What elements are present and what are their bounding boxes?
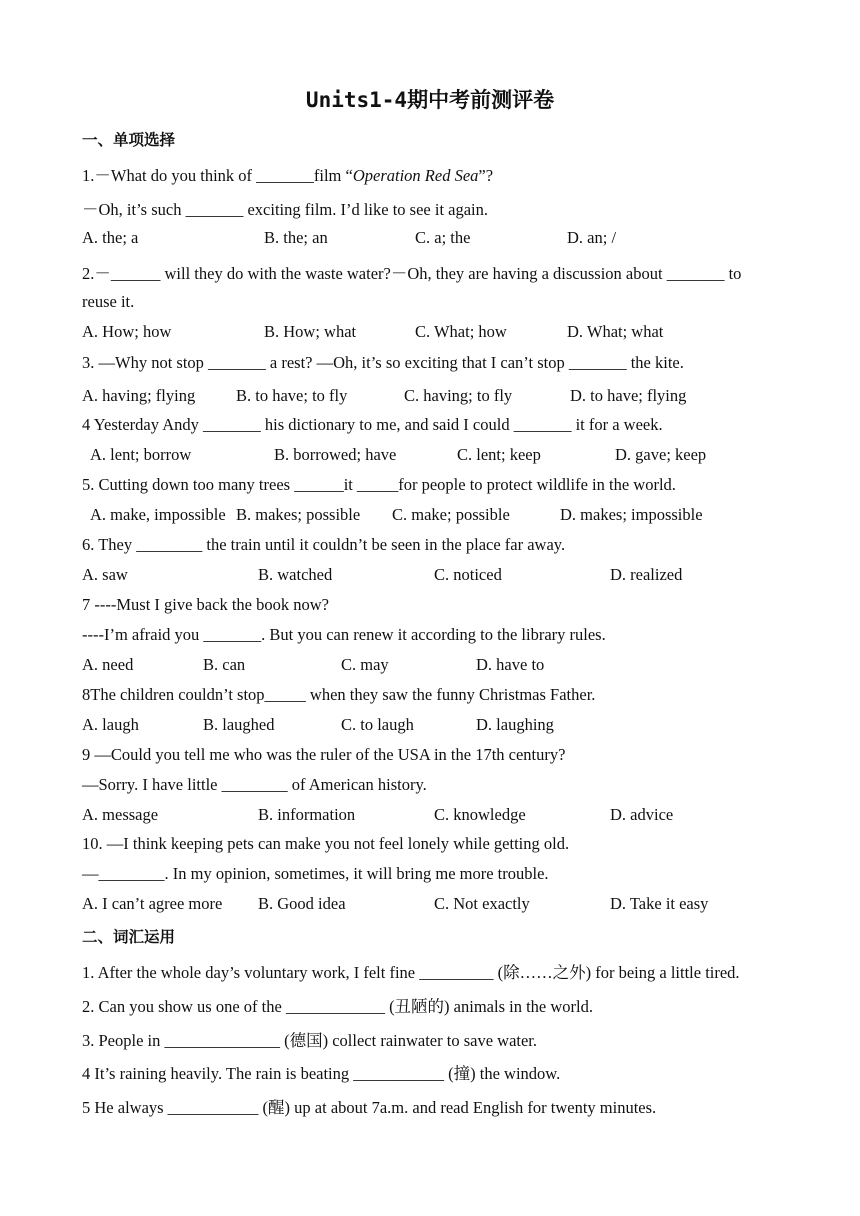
option-a: A. How; how: [82, 322, 172, 341]
question-8-stem: 8The children couldn’t stop_____ when they saw the funny Christmas Father.: [82, 685, 596, 704]
option-c: C. Not exactly: [434, 894, 530, 913]
option-d: D. Take it easy: [610, 894, 709, 913]
option-a: A. saw: [82, 565, 128, 584]
vocab-item-4: 4 It’s raining heavily. The rain is beating ___________ (撞) the window.: [82, 1064, 561, 1083]
option-a: A. having; flying: [82, 386, 196, 405]
option-b: B. watched: [258, 565, 333, 584]
option-d: D. advice: [610, 805, 674, 824]
question-10-reply: —________. In my opinion, sometimes, it will bring me more trouble.: [82, 864, 549, 883]
vocab-item-3: 3. People in ______________ (德国) collect rainwater to save water.: [82, 1031, 538, 1050]
question-9-reply: —Sorry. I have little ________ of American history.: [82, 775, 427, 794]
option-d: D. an; /: [567, 228, 617, 247]
section-heading-vocabulary: 二、词汇运用: [82, 928, 176, 946]
option-d: D. realized: [610, 565, 683, 584]
option-c: C. may: [341, 655, 389, 674]
question-1-stem: [82, 162, 493, 186]
section-heading-multiple-choice: 一、单项选择: [82, 131, 176, 149]
option-a: A. the; a: [82, 228, 139, 247]
question-9-stem: 9 —Could you tell me who was the ruler of the USA in the 17th century?: [82, 745, 566, 764]
question-1-text: 1.－What do you think of _______film “: [82, 166, 353, 185]
option-b: B. Good idea: [258, 894, 346, 913]
option-b: B. borrowed; have: [274, 445, 397, 464]
option-b: B. the; an: [264, 228, 328, 247]
question-7-stem: 7 ----Must I give back the book now?: [82, 595, 329, 614]
option-a: A. message: [82, 805, 159, 824]
option-a: A. need: [82, 655, 134, 674]
option-c: C. lent; keep: [457, 445, 541, 464]
page-title: Units1-4期中考前测评卷: [305, 88, 555, 112]
option-a: A. laugh: [82, 715, 139, 734]
option-b: B. to have; to fly: [236, 386, 348, 405]
option-c: C. What; how: [415, 322, 507, 341]
question-2-stem-cont: reuse it.: [82, 292, 135, 311]
option-c: C. make; possible: [392, 505, 510, 524]
option-c: C. knowledge: [434, 805, 526, 824]
question-3-stem: 3. —Why not stop _______ a rest? —Oh, it’s so exciting that I can’t stop _______ the kite.: [82, 353, 684, 372]
film-title: Operation Red Sea: [352, 166, 479, 185]
question-6-stem: 6. They ________ the train until it couldn’t be seen in the place far away.: [82, 535, 566, 554]
option-d: D. have to: [476, 655, 545, 674]
question-10-stem: 10. —I think keeping pets can make you not feel lonely while getting old.: [82, 834, 570, 853]
option-b: B. laughed: [203, 715, 275, 734]
option-c: C. noticed: [434, 565, 502, 584]
option-a: A. make, impossible: [90, 505, 226, 524]
option-c: C. having; to fly: [404, 386, 513, 405]
option-b: B. makes; possible: [236, 505, 361, 524]
option-a: A. lent; borrow: [90, 445, 192, 464]
question-5-stem: 5. Cutting down too many trees ______it _____for people to protect wildlife in the world.: [82, 475, 676, 494]
option-d: D. to have; flying: [570, 386, 687, 405]
option-b: B. How; what: [264, 322, 357, 341]
option-d: D. What; what: [567, 322, 664, 341]
vocab-item-5: 5 He always ___________ (醒) up at about 7a.m. and read English for twenty minutes.: [82, 1098, 657, 1117]
vocab-item-1: 1. After the whole day’s voluntary work, I felt fine _________ (除……之外) for being a little tired.: [82, 963, 740, 982]
question-1-text-end: ”?: [478, 166, 494, 185]
question-2-stem: 2.－______ will they do with the waste water?－Oh, they are having a discussion about _______ to: [82, 264, 742, 283]
option-b: B. can: [203, 655, 246, 674]
question-1-reply: －Oh, it’s such _______ exciting film. I’d like to see it again.: [82, 200, 489, 219]
option-c: C. a; the: [415, 228, 471, 247]
option-c: C. to laugh: [341, 715, 414, 734]
option-a: A. I can’t agree more: [82, 894, 223, 913]
option-d: D. makes; impossible: [560, 505, 703, 524]
option-d: D. gave; keep: [615, 445, 707, 464]
question-7-reply: ----I’m afraid you _______. But you can renew it according to the library rules.: [82, 625, 606, 644]
question-4-stem: 4 Yesterday Andy _______ his dictionary to me, and said I could _______ it for a week.: [82, 415, 663, 434]
vocab-item-2: 2. Can you show us one of the ____________ (丑陋的) animals in the world.: [82, 997, 593, 1016]
option-b: B. information: [258, 805, 356, 824]
option-d: D. laughing: [476, 715, 554, 734]
